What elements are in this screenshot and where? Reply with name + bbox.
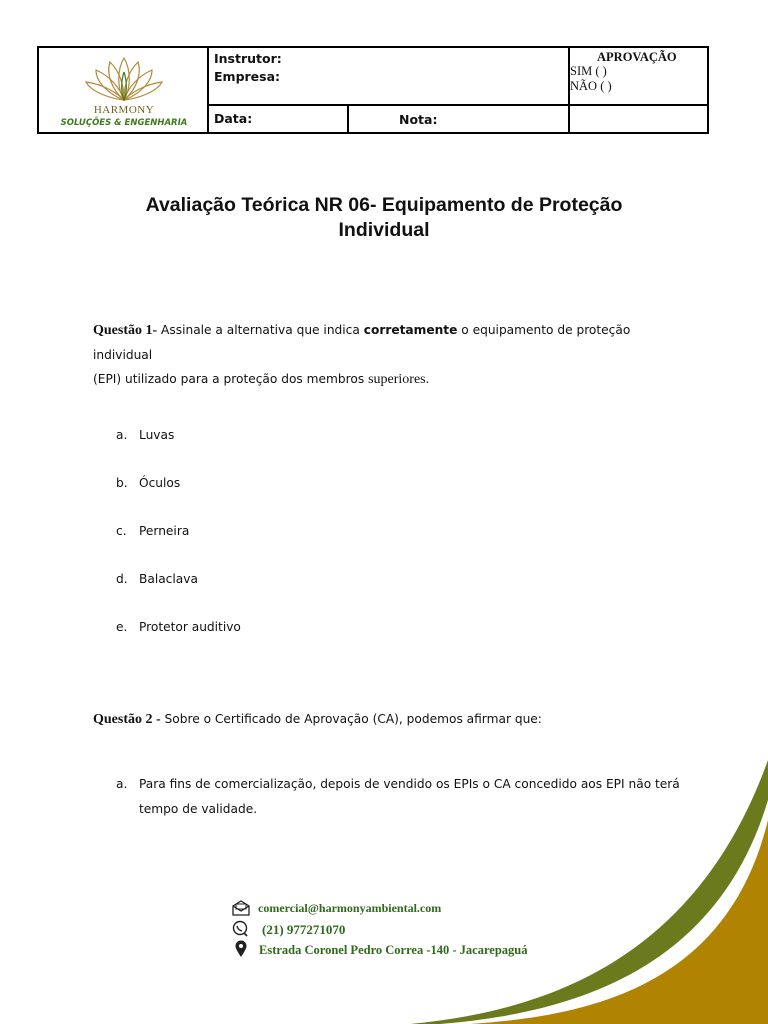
q2-option-a-text: Para fins de comercialização, depois de vendido os EPIs o CA concedido aos EPI não terá tempo de validade. <box>139 777 680 816</box>
question-1-text-after: o equipamento de proteção individual <box>93 323 631 362</box>
q2-option-a[interactable] <box>116 772 686 822</box>
q1-option-b-text: Óculos <box>139 476 181 490</box>
map-pin-icon <box>235 940 247 958</box>
page-title-line1: Avaliação Teórica NR 06- Equipamento de Proteção <box>145 194 623 216</box>
nao-option[interactable]: NÃO ( ) <box>570 79 612 93</box>
q1-option-d[interactable] <box>116 572 198 586</box>
q1-option-e[interactable] <box>116 620 241 634</box>
question-1-label: Questão 1- <box>93 323 158 338</box>
footer-phone[interactable]: (21) 977271070 <box>262 922 346 937</box>
q1-option-c[interactable] <box>116 524 189 538</box>
q1-option-b-letter: b. <box>116 476 128 490</box>
lotus-logo-icon <box>84 54 164 104</box>
nota-cell[interactable] <box>349 106 570 132</box>
footer-email[interactable]: comercial@harmonyambiental.com <box>258 901 442 915</box>
question-2-label: Questão 2 - <box>93 712 161 727</box>
q1-option-a-text: Luvas <box>139 428 175 442</box>
nota-label: Nota: <box>399 112 438 127</box>
q1-option-c-text: Perneira <box>139 524 190 538</box>
q1-option-d-letter: d. <box>116 572 128 586</box>
data-cell[interactable] <box>209 106 349 132</box>
logo-cell <box>39 48 209 132</box>
question-1-line1 <box>93 318 693 367</box>
question-2-text: Sobre o Certificado de Aprovação (CA), podemos afirmar que: <box>160 712 542 726</box>
question-1-text-line2-serif: superiores. <box>368 372 430 387</box>
page-title-line2: Individual <box>338 219 430 241</box>
logo-name: HARMONY <box>93 104 155 116</box>
q1-option-c-letter: c. <box>116 524 127 538</box>
phone-icon <box>232 920 250 938</box>
aprovacao-cell <box>570 48 707 106</box>
aprovacao-blank-cell[interactable] <box>570 106 707 132</box>
footer-address: Estrada Coronel Pedro Correa -140 - Jacarepaguá <box>259 943 528 957</box>
q1-option-a[interactable] <box>116 428 174 442</box>
sim-option[interactable]: SIM ( ) <box>570 64 607 78</box>
instrutor-label: Instrutor: <box>214 51 282 66</box>
q1-option-a-letter: a. <box>116 428 128 442</box>
logo-subtitle: SOLUÇÕES & ENGENHARIA <box>60 118 188 128</box>
question-1-text-line2: (EPI) utilizado para a proteção dos membros <box>93 372 369 386</box>
question-1-line2 <box>93 367 693 392</box>
question-1-text-before: Assinale a alternativa que indica <box>157 323 364 337</box>
question-2 <box>93 707 693 732</box>
q1-option-e-letter: e. <box>116 620 128 634</box>
q2-option-a-letter: a. <box>116 777 128 791</box>
empresa-label: Empresa: <box>214 69 281 84</box>
q1-option-d-text: Balaclava <box>139 572 198 586</box>
envelope-icon <box>232 900 250 916</box>
question-1 <box>93 318 693 392</box>
aprovacao-title: APROVAÇÃO <box>597 50 677 64</box>
question-1-text-bold: corretamente <box>363 323 458 337</box>
q1-option-e-text: Protetor auditivo <box>139 620 241 634</box>
header-table <box>37 46 709 134</box>
data-label: Data: <box>214 111 253 126</box>
page-title <box>84 193 684 243</box>
instrutor-empresa-cell[interactable] <box>209 48 570 106</box>
q1-option-b[interactable] <box>116 476 180 490</box>
